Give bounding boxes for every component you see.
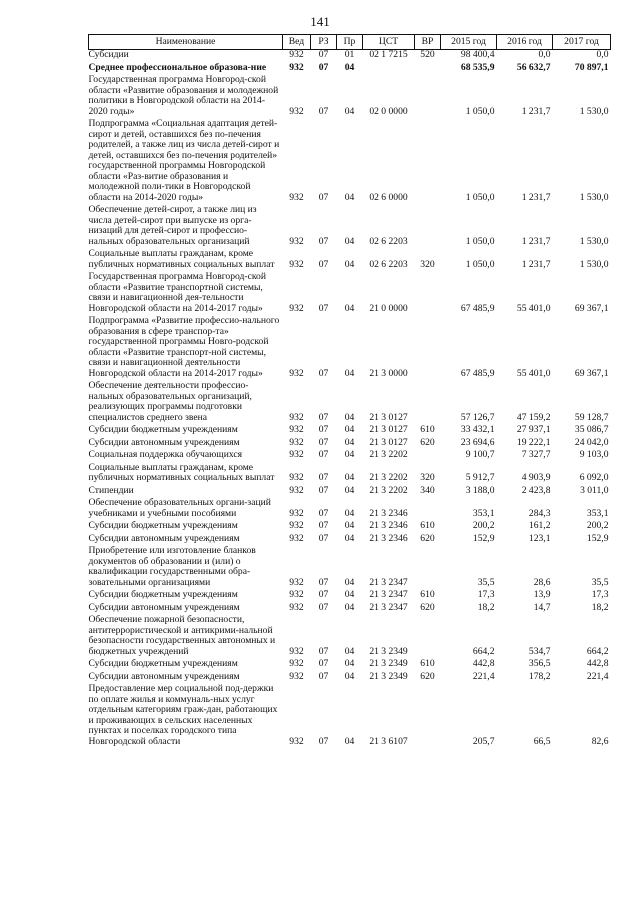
row-name: Социальные выплаты гражданам, кроме публичных нормативных социальных выплат [88,248,275,270]
row-2015: 33 432,1 [460,424,495,435]
row-rz: 07 [318,302,329,314]
row-ved: 932 [289,235,304,247]
row-vr [415,316,441,381]
row-pr: 04 [344,411,355,423]
row-cst: 21 3 0127 [369,411,408,423]
row-2017: 1 530,0 [579,258,609,270]
row-2015: 3 188,0 [465,484,495,496]
row-ved: 932 [289,670,304,682]
row-2016: 56 632,7 [516,61,551,73]
row-vr [415,205,441,249]
row-2017: 1 530,0 [579,105,609,117]
row-name: Субсидии бюджетным учреждениям [88,658,238,669]
table-body [89,50,611,750]
row-2016: 534,7 [528,645,551,657]
row-ved: 932 [289,601,304,613]
row-name: Субсидии бюджетным учреждениям [88,424,238,435]
row-2015: 98 400,4 [460,49,495,60]
row-pr: 04 [344,735,355,747]
row-2015: 353,1 [472,507,495,519]
row-2015: 1 050,0 [465,235,495,247]
row-ved: 932 [289,424,304,435]
row-ved: 932 [289,484,304,496]
row-cst: 21 3 2347 [369,601,408,613]
row-cst: 02 6 2203 [369,235,408,247]
row-cst: 21 3 2202 [369,449,408,460]
row-vr [415,450,441,463]
row-vr [415,684,441,749]
row-ved: 932 [289,411,304,423]
row-ved: 932 [289,507,304,519]
row-ved: 932 [289,258,304,270]
row-2017: 17,3 [591,589,609,600]
row-2016: 0,0 [538,49,551,60]
row-name: Субсидии бюджетным учреждениям [88,589,238,600]
row-2017: 18,2 [591,601,609,613]
row-2017: 6 092,0 [579,472,609,483]
row-ved: 932 [289,735,304,747]
row-2015: 35,5 [477,576,495,588]
row-2015: 442,8 [472,658,495,669]
header-cst: ЦСТ [363,35,415,50]
row-cst: 21 3 2202 [369,472,408,483]
row-2016: 356,5 [528,658,551,669]
table-row [89,50,611,63]
row-pr: 04 [344,484,355,496]
row-vr: 610 [420,520,435,531]
row-vr: 320 [420,258,435,270]
row-2015: 67 485,9 [460,302,495,314]
row-rz: 07 [318,658,329,669]
row-vr [415,615,441,659]
row-2017: 24 042,0 [574,436,609,448]
row-cst: 21 3 2347 [369,576,408,588]
row-cst: 02 0 0000 [369,105,408,117]
row-vr: 620 [420,670,435,682]
row-rz: 07 [318,484,329,496]
row-pr: 04 [344,601,355,613]
row-vr [415,381,441,425]
row-ved: 932 [289,589,304,600]
row-rz: 07 [318,601,329,613]
row-pr: 04 [344,61,355,73]
row-2016: 47 159,2 [516,411,551,423]
row-rz: 07 [318,532,329,544]
row-name: Обеспечение пожарной безопасности, антитеррористической и антикрими-нальной безопасности государственных автономных и бюджетных учреждений [88,614,276,657]
table-row [89,684,611,749]
row-name: Предоставление мер социальной под-держки по оплате жилья и коммуналь-ных услуг отдельным категориям граж-дан, работающих и проживающих в сельских населенных пунктах и поселках городского типа Новгородской области [88,683,278,747]
row-2015: 664,2 [472,645,495,657]
table-row [89,463,611,486]
row-pr: 04 [344,235,355,247]
row-ved: 932 [289,532,304,544]
row-2015: 23 694,6 [460,436,495,448]
row-rz: 07 [318,235,329,247]
row-cst: 21 3 0127 [369,436,408,448]
row-2017: 3 011,0 [580,484,609,496]
row-vr: 610 [420,589,435,600]
row-cst: 21 3 2349 [369,670,408,682]
row-name: Субсидии автономным учреждениям [88,670,240,682]
row-2017: 442,8 [586,658,609,669]
row-ved: 932 [289,367,304,379]
row-rz: 07 [318,670,329,682]
row-ved: 932 [289,658,304,669]
row-name: Государственная программа Новгород-ской области «Развитие образования и молодежной политики в Новгородской области на 2014-2020 годы» [88,74,279,117]
row-2016: 161,2 [528,520,551,531]
row-cst: 02 6 0000 [369,191,408,203]
table-row [89,316,611,381]
row-2017: 35 086,7 [574,424,609,435]
table-row [89,249,611,272]
row-cst: 21 3 2349 [369,658,408,669]
row-2017: 35,5 [591,576,609,588]
row-vr: 610 [420,424,435,435]
row-2016: 2 423,8 [521,484,551,496]
row-cst: 21 0 0000 [369,302,408,314]
table-row [89,450,611,463]
row-ved: 932 [289,576,304,588]
row-rz: 07 [318,367,329,379]
row-rz: 07 [318,576,329,588]
row-ved: 932 [289,449,304,460]
row-pr: 04 [344,589,355,600]
row-vr [415,63,441,76]
row-2016: 19 222,1 [516,436,551,448]
row-vr [415,75,441,119]
row-cst: 21 3 6107 [369,735,408,747]
table-row [89,425,611,438]
row-ved: 932 [289,105,304,117]
row-2017: 82,6 [591,735,609,747]
row-2016: 1 231,7 [521,191,551,203]
row-cst [363,63,415,76]
row-name: Обеспечение детей-сирот, а также лиц из числа детей-сирот при выпуске из орга-низаций для детей-сирот и профессио-нальных образовательных организаций [88,204,257,247]
row-pr: 04 [344,658,355,669]
row-name: Приобретение или изготовление бланков документов об образовании и (или) о квалификации государственными обра-зовательными организациями [88,545,256,588]
row-2015: 205,7 [472,735,495,747]
row-pr: 04 [344,302,355,314]
row-2015: 200,2 [472,520,495,531]
row-2016: 1 231,7 [521,105,551,117]
row-rz: 07 [318,105,329,117]
row-ved: 932 [289,302,304,314]
row-2017: 353,1 [586,507,609,519]
row-pr: 04 [344,424,355,435]
row-2015: 152,9 [472,532,495,544]
table-row [89,521,611,534]
header-name: Наименование [89,35,283,50]
row-pr: 04 [344,436,355,448]
row-vr [415,498,441,521]
header-rz: РЗ [311,35,337,50]
row-2016: 14,7 [533,601,551,613]
row-rz: 07 [318,424,329,435]
row-ved: 932 [289,61,304,73]
header-2015: 2015 год [441,35,497,50]
table-row [89,590,611,603]
row-pr: 04 [344,472,355,483]
row-2015: 5 912,7 [465,472,495,483]
row-2015: 1 050,0 [465,191,495,203]
row-2015: 67 485,9 [460,367,495,379]
row-name: Социальная поддержка обучающихся [88,449,243,460]
row-rz: 07 [318,520,329,531]
page-number: 141 [310,14,330,29]
row-2017: 200,2 [586,520,609,531]
row-cst: 02 6 2203 [369,258,408,270]
row-2015: 1 050,0 [465,105,495,117]
row-2016: 1 231,7 [521,258,551,270]
row-cst: 21 3 0127 [369,424,408,435]
row-cst: 21 3 0000 [369,367,408,379]
row-2017: 70 897,1 [574,61,609,73]
row-2015: 1 050,0 [465,258,495,270]
row-2015: 221,4 [472,670,495,682]
header-2016: 2016 год [497,35,553,50]
row-ved: 932 [289,520,304,531]
row-name: Обеспечение образовательных органи-заций учебниками и учебными пособиями [88,497,271,519]
row-2015: 18,2 [477,601,495,613]
row-name: Субсидии автономным учреждениям [88,532,240,544]
row-2017: 1 530,0 [579,235,609,247]
row-name: Государственная программа Новгород-ской области «Развитие транспортной системы, связи и навигационной дея-тельности Новгородской области на 2014-2017 годы» [88,271,266,314]
header-vr: ВР [415,35,441,50]
row-ved: 932 [289,49,304,60]
row-2016: 66,5 [533,735,551,747]
row-pr: 04 [344,105,355,117]
row-name: Субсидии автономным учреждениям [88,601,240,613]
row-rz: 07 [318,589,329,600]
row-name: Подпрограмма «Развитие профессио-нального образования в сфере транспор-та» государственной программы Новго-родской области «Развитие транспорт-ной системы, связи и навигационной деятельности Новгородской области на 2014-2017 годы» [88,315,280,379]
row-2015: 9 100,7 [465,449,495,460]
row-pr: 04 [344,367,355,379]
row-pr: 04 [344,191,355,203]
row-ved: 932 [289,191,304,203]
row-2016: 7 327,7 [521,449,551,460]
row-pr: 04 [344,645,355,657]
row-name: Субсидии автономным учреждениям [88,436,240,448]
row-ved: 932 [289,472,304,483]
row-pr: 04 [344,670,355,682]
row-vr: 610 [420,658,435,669]
row-rz: 07 [318,61,329,73]
row-vr: 620 [420,532,435,544]
table-row [89,615,611,659]
row-2016: 284,3 [528,507,551,519]
row-rz: 07 [318,645,329,657]
row-2017: 9 103,0 [579,449,609,460]
row-vr [415,546,441,590]
row-rz: 07 [318,449,329,460]
row-2017: 59 128,7 [574,411,609,423]
table-row [89,659,611,672]
row-vr: 340 [420,484,435,496]
row-2016: 55 401,0 [516,367,551,379]
row-2017: 221,4 [586,670,609,682]
row-pr: 04 [344,576,355,588]
row-2016: 123,1 [528,532,551,544]
row-2016: 4 903,9 [521,472,551,483]
row-pr: 04 [344,258,355,270]
table-row [89,75,611,119]
row-2015: 17,3 [477,589,495,600]
table-row [89,381,611,425]
row-2016: 28,6 [533,576,551,588]
budget-table [88,34,611,749]
row-vr: 520 [420,49,435,60]
row-name: Субсидии [88,49,129,60]
table-row [89,205,611,249]
row-2016: 27 937,1 [516,424,551,435]
row-2017: 1 530,0 [579,191,609,203]
row-vr: 620 [420,436,435,448]
row-rz: 07 [318,191,329,203]
row-vr: 320 [420,472,435,483]
row-rz: 07 [318,735,329,747]
row-2017: 664,2 [586,645,609,657]
row-pr: 04 [344,507,355,519]
row-pr: 04 [344,520,355,531]
row-rz: 07 [318,411,329,423]
row-2015: 57 126,7 [460,411,495,423]
header-pr: Пр [337,35,363,50]
row-name: Стипендии [88,484,134,496]
row-pr: 04 [344,449,355,460]
header-2017: 2017 год [553,35,611,50]
row-vr: 620 [420,601,435,613]
row-pr: 01 [344,49,355,60]
row-rz: 07 [318,507,329,519]
row-ved: 932 [289,436,304,448]
row-2017: 69 367,1 [574,302,609,314]
row-pr: 04 [344,532,355,544]
row-2017: 0,0 [596,49,609,60]
table-row [89,498,611,521]
row-name: Обеспечение деятельности профессио-нальных образовательных организаций, реализующих программы подготовки специалистов среднего звена [88,380,252,423]
row-cst: 02 1 7215 [369,49,408,60]
row-2017: 152,9 [586,532,609,544]
table-row [89,272,611,316]
row-2017: 69 367,1 [574,367,609,379]
row-rz: 07 [318,49,329,60]
row-rz: 07 [318,436,329,448]
row-vr [415,272,441,316]
row-name: Подпрограмма «Социальная адаптация детей-сирот и детей, оставшихся без по-печения родителей, а также лиц из числа детей-сирот и детей, оставшихся без по-печения родителей» государственной программы Новгородской области «Раз-витие образования и молодежной поли-тики в Новгородской области на 2014-2020 годы» [88,118,280,203]
row-2016: 13,9 [533,589,551,600]
row-name: Социальные выплаты гражданам, кроме публичных нормативных социальных выплат [88,461,275,483]
row-cst: 21 3 2346 [369,532,408,544]
table-row [89,546,611,590]
row-2016: 1 231,7 [521,235,551,247]
row-vr [415,119,441,205]
row-cst: 21 3 2346 [369,507,408,519]
header-ved: Вед [283,35,311,50]
table-row [89,119,611,205]
row-cst: 21 3 2202 [369,484,408,496]
row-rz: 07 [318,258,329,270]
row-2016: 178,2 [528,670,551,682]
row-rz: 07 [318,472,329,483]
row-ved: 932 [289,645,304,657]
row-2015: 68 535,9 [460,61,495,73]
row-cst: 21 3 2346 [369,520,408,531]
row-cst: 21 3 2347 [369,589,408,600]
row-2016: 55 401,0 [516,302,551,314]
row-cst: 21 3 2349 [369,645,408,657]
row-name: Среднее профессиональное образова-ние [88,61,267,73]
row-name: Субсидии бюджетным учреждениям [88,520,238,531]
table-header-row [89,35,611,50]
